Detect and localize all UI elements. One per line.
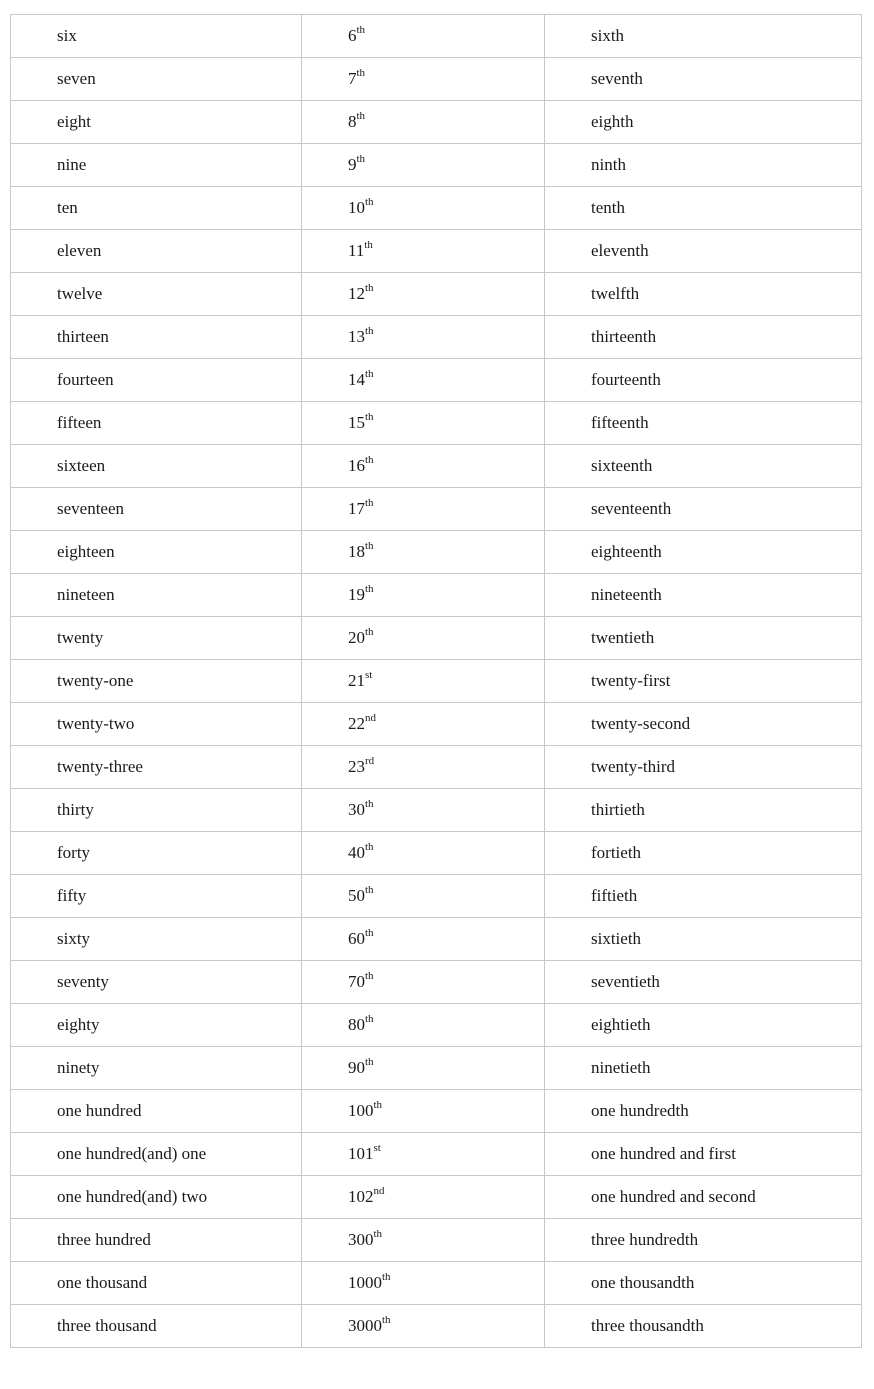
ordinal-word-cell: one hundred and first — [545, 1133, 862, 1176]
ordinal-number: 101 — [348, 1144, 374, 1163]
cardinal-word-cell: fifteen — [11, 402, 302, 445]
ordinal-number-cell — [302, 402, 545, 445]
table-row — [11, 101, 862, 144]
cardinal-word-cell: fourteen — [11, 359, 302, 402]
ordinal-number-cell — [302, 187, 545, 230]
ordinal-number-cell — [302, 1262, 545, 1305]
table-row — [11, 488, 862, 531]
cardinal-word-cell: twenty — [11, 617, 302, 660]
ordinal-suffix: th — [365, 884, 374, 897]
table-row — [11, 1219, 862, 1262]
ordinal-word-cell: sixteenth — [545, 445, 862, 488]
ordinal-suffix: th — [356, 67, 366, 80]
ordinal-word-cell: fifteenth — [545, 402, 862, 445]
ordinal-number: 1000 — [348, 1273, 382, 1292]
cardinal-word-cell: thirteen — [11, 316, 302, 359]
ordinal-word-cell: three hundredth — [545, 1219, 862, 1262]
ordinal-word-cell: twelfth — [545, 273, 862, 316]
ordinal-suffix: th — [356, 110, 366, 123]
ordinal-number: 102 — [348, 1187, 374, 1206]
ordinal-suffix: th — [365, 411, 374, 424]
ordinal-number-cell — [302, 15, 545, 58]
table-row — [11, 1262, 862, 1305]
ordinal-number-cell — [302, 617, 545, 660]
ordinal-number-cell — [302, 746, 545, 789]
table-row — [11, 273, 862, 316]
ordinal-number-cell — [302, 445, 545, 488]
ordinal-number-cell — [302, 273, 545, 316]
ordinal-number: 7 — [348, 69, 357, 88]
ordinal-number-cell — [302, 574, 545, 617]
ordinal-number-cell — [302, 58, 545, 101]
ordinal-word-cell: thirteenth — [545, 316, 862, 359]
ordinal-suffix: rd — [365, 755, 375, 768]
ordinal-number-cell — [302, 230, 545, 273]
ordinal-number-cell — [302, 660, 545, 703]
table-row — [11, 746, 862, 789]
ordinal-number: 100 — [348, 1101, 374, 1120]
cardinal-word-cell: eighty — [11, 1004, 302, 1047]
ordinal-suffix: th — [365, 798, 374, 811]
table-row — [11, 445, 862, 488]
ordinal-suffix: th — [365, 454, 374, 467]
ordinal-number: 9 — [348, 155, 357, 174]
table-row — [11, 1090, 862, 1133]
ordinal-number: 19 — [348, 585, 365, 604]
cardinal-word-cell: three hundred — [11, 1219, 302, 1262]
ordinal-word-cell: one hundred and second — [545, 1176, 862, 1219]
ordinal-number-cell — [302, 789, 545, 832]
ordinal-number-cell — [302, 1176, 545, 1219]
cardinal-word-cell: seven — [11, 58, 302, 101]
ordinal-suffix: nd — [373, 1185, 385, 1198]
ordinal-number: 10 — [348, 198, 365, 217]
ordinal-suffix: th — [365, 1056, 374, 1069]
table-row — [11, 15, 862, 58]
table-row — [11, 789, 862, 832]
ordinal-suffix: th — [365, 927, 374, 940]
ordinal-suffix: th — [365, 583, 374, 596]
ordinal-suffix: th — [365, 626, 374, 639]
ordinal-word-cell: twenty-first — [545, 660, 862, 703]
ordinal-word-cell: seventh — [545, 58, 862, 101]
cardinal-word-cell: ninety — [11, 1047, 302, 1090]
cardinal-word-cell: thirty — [11, 789, 302, 832]
cardinal-word-cell: eight — [11, 101, 302, 144]
cardinal-word-cell: one hundred(and) one — [11, 1133, 302, 1176]
ordinal-number: 14 — [348, 370, 365, 389]
ordinal-suffix: th — [364, 239, 373, 252]
ordinal-word-cell: three thousandth — [545, 1305, 862, 1348]
ordinal-number-cell — [302, 832, 545, 875]
ordinal-number-cell — [302, 144, 545, 187]
ordinal-suffix: th — [365, 196, 374, 209]
ordinal-suffix: th — [365, 325, 374, 338]
cardinal-word-cell: sixteen — [11, 445, 302, 488]
ordinal-word-cell: eighth — [545, 101, 862, 144]
ordinal-number: 22 — [348, 714, 365, 733]
table-row — [11, 187, 862, 230]
number-table — [10, 14, 862, 1348]
ordinal-word-cell: tenth — [545, 187, 862, 230]
ordinal-number-cell — [302, 875, 545, 918]
document-page — [10, 14, 862, 1348]
ordinal-word-cell: twenty-third — [545, 746, 862, 789]
table-row — [11, 1305, 862, 1348]
ordinal-word-cell: twentieth — [545, 617, 862, 660]
table-row — [11, 1176, 862, 1219]
ordinal-number-cell — [302, 1133, 545, 1176]
ordinal-number: 30 — [348, 800, 365, 819]
number-table-body — [11, 15, 862, 1348]
ordinal-number: 17 — [348, 499, 365, 518]
ordinal-number: 6 — [348, 26, 357, 45]
ordinal-number: 11 — [348, 241, 365, 260]
ordinal-number: 8 — [348, 112, 357, 131]
ordinal-number: 15 — [348, 413, 365, 432]
ordinal-number: 90 — [348, 1058, 365, 1077]
cardinal-word-cell: fifty — [11, 875, 302, 918]
table-row — [11, 1133, 862, 1176]
ordinal-number-cell — [302, 1219, 545, 1262]
cardinal-word-cell: eighteen — [11, 531, 302, 574]
table-row — [11, 230, 862, 273]
ordinal-number: 40 — [348, 843, 365, 862]
ordinal-word-cell: sixtieth — [545, 918, 862, 961]
table-row — [11, 144, 862, 187]
ordinal-number: 23 — [348, 757, 365, 776]
ordinal-suffix: th — [356, 24, 366, 37]
ordinal-word-cell: fourteenth — [545, 359, 862, 402]
cardinal-word-cell: forty — [11, 832, 302, 875]
ordinal-number: 16 — [348, 456, 365, 475]
ordinal-suffix: th — [365, 970, 374, 983]
ordinal-number: 20 — [348, 628, 365, 647]
ordinal-number-cell — [302, 918, 545, 961]
ordinal-suffix: th — [365, 540, 374, 553]
cardinal-word-cell: eleven — [11, 230, 302, 273]
ordinal-word-cell: one hundredth — [545, 1090, 862, 1133]
ordinal-number-cell — [302, 101, 545, 144]
ordinal-word-cell: nineteenth — [545, 574, 862, 617]
cardinal-word-cell: ten — [11, 187, 302, 230]
ordinal-suffix: th — [382, 1314, 391, 1327]
ordinal-number: 12 — [348, 284, 365, 303]
table-row — [11, 574, 862, 617]
ordinal-word-cell: one thousandth — [545, 1262, 862, 1305]
ordinal-word-cell: seventieth — [545, 961, 862, 1004]
ordinal-word-cell: fiftieth — [545, 875, 862, 918]
cardinal-word-cell: twenty-two — [11, 703, 302, 746]
table-row — [11, 617, 862, 660]
table-row — [11, 918, 862, 961]
table-row — [11, 359, 862, 402]
ordinal-suffix: nd — [365, 712, 376, 725]
ordinal-word-cell: sixth — [545, 15, 862, 58]
cardinal-word-cell: twenty-one — [11, 660, 302, 703]
ordinal-suffix: th — [373, 1228, 383, 1241]
ordinal-word-cell: ninth — [545, 144, 862, 187]
ordinal-number-cell — [302, 961, 545, 1004]
table-row — [11, 58, 862, 101]
cardinal-word-cell: one thousand — [11, 1262, 302, 1305]
table-row — [11, 660, 862, 703]
cardinal-word-cell: seventy — [11, 961, 302, 1004]
cardinal-word-cell: twelve — [11, 273, 302, 316]
ordinal-suffix: th — [382, 1271, 391, 1284]
ordinal-number: 21 — [348, 671, 365, 690]
ordinal-suffix: th — [365, 368, 374, 381]
cardinal-word-cell: six — [11, 15, 302, 58]
ordinal-number-cell — [302, 703, 545, 746]
ordinal-word-cell: seventeenth — [545, 488, 862, 531]
ordinal-number-cell — [302, 488, 545, 531]
ordinal-word-cell: thirtieth — [545, 789, 862, 832]
table-row — [11, 961, 862, 1004]
ordinal-suffix: th — [373, 1099, 383, 1112]
table-row — [11, 1004, 862, 1047]
ordinal-suffix: th — [365, 282, 374, 295]
ordinal-word-cell: eightieth — [545, 1004, 862, 1047]
ordinal-number-cell — [302, 1090, 545, 1133]
ordinal-number: 300 — [348, 1230, 374, 1249]
table-row — [11, 875, 862, 918]
ordinal-suffix: st — [373, 1142, 381, 1155]
ordinal-number-cell — [302, 316, 545, 359]
cardinal-word-cell: three thousand — [11, 1305, 302, 1348]
ordinal-word-cell: twenty-second — [545, 703, 862, 746]
ordinal-number: 3000 — [348, 1316, 382, 1335]
cardinal-word-cell: one hundred — [11, 1090, 302, 1133]
ordinal-suffix: st — [365, 669, 373, 682]
table-row — [11, 832, 862, 875]
ordinal-suffix: th — [365, 841, 374, 854]
ordinal-number-cell — [302, 1004, 545, 1047]
ordinal-word-cell: eleventh — [545, 230, 862, 273]
cardinal-word-cell: sixty — [11, 918, 302, 961]
ordinal-number: 80 — [348, 1015, 365, 1034]
table-row — [11, 316, 862, 359]
table-row — [11, 531, 862, 574]
ordinal-number-cell — [302, 1305, 545, 1348]
cardinal-word-cell: twenty-three — [11, 746, 302, 789]
ordinal-word-cell: eighteenth — [545, 531, 862, 574]
ordinal-word-cell: ninetieth — [545, 1047, 862, 1090]
cardinal-word-cell: nine — [11, 144, 302, 187]
ordinal-number-cell — [302, 531, 545, 574]
table-row — [11, 703, 862, 746]
ordinal-suffix: th — [365, 1013, 374, 1026]
table-row — [11, 1047, 862, 1090]
ordinal-suffix: th — [356, 153, 366, 166]
ordinal-number: 18 — [348, 542, 365, 561]
cardinal-word-cell: seventeen — [11, 488, 302, 531]
ordinal-number: 60 — [348, 929, 365, 948]
ordinal-number: 70 — [348, 972, 365, 991]
ordinal-number: 13 — [348, 327, 365, 346]
ordinal-number-cell — [302, 359, 545, 402]
ordinal-number: 50 — [348, 886, 365, 905]
table-row — [11, 402, 862, 445]
ordinal-word-cell: fortieth — [545, 832, 862, 875]
cardinal-word-cell: one hundred(and) two — [11, 1176, 302, 1219]
ordinal-suffix: th — [365, 497, 374, 510]
ordinal-number-cell — [302, 1047, 545, 1090]
cardinal-word-cell: nineteen — [11, 574, 302, 617]
